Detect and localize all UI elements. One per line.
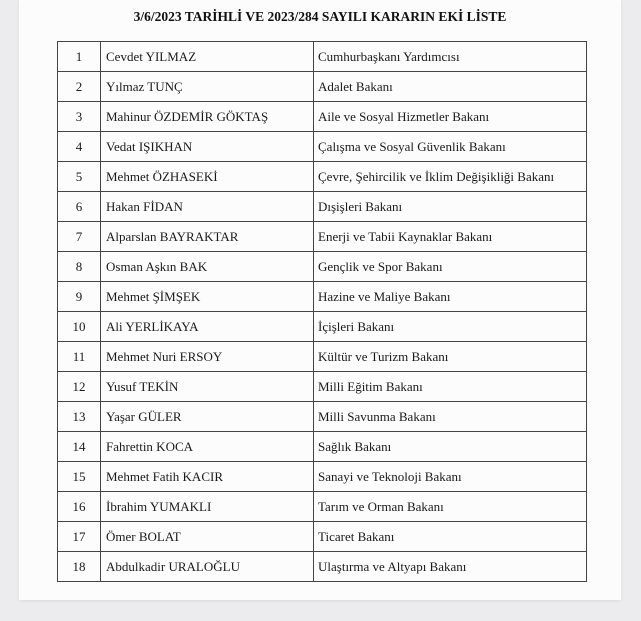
minister-name: Ömer BOLAT bbox=[101, 522, 314, 552]
table-row bbox=[58, 312, 587, 342]
minister-name: Vedat IŞIKHAN bbox=[101, 132, 314, 162]
minister-name: Mehmet ŞİMŞEK bbox=[101, 282, 314, 312]
table-row bbox=[58, 552, 587, 582]
minister-name: Yılmaz TUNÇ bbox=[101, 72, 314, 102]
table-row bbox=[58, 192, 587, 222]
row-number: 3 bbox=[58, 102, 101, 132]
row-number: 4 bbox=[58, 132, 101, 162]
minister-name: Ali YERLİKAYA bbox=[101, 312, 314, 342]
row-number: 15 bbox=[58, 462, 101, 492]
minister-name: Abdulkadir URALOĞLU bbox=[101, 552, 314, 582]
minister-position: Hazine ve Maliye Bakanı bbox=[314, 282, 587, 312]
table-body bbox=[58, 42, 587, 582]
minister-position: Ulaştırma ve Altyapı Bakanı bbox=[314, 552, 587, 582]
minister-position: Adalet Bakanı bbox=[314, 72, 587, 102]
minister-position: Sağlık Bakanı bbox=[314, 432, 587, 462]
row-number: 16 bbox=[58, 492, 101, 522]
row-number: 18 bbox=[58, 552, 101, 582]
table-row bbox=[58, 342, 587, 372]
row-number: 12 bbox=[58, 372, 101, 402]
minister-name: Fahrettin KOCA bbox=[101, 432, 314, 462]
minister-name: Mahinur ÖZDEMİR GÖKTAŞ bbox=[101, 102, 314, 132]
table-row bbox=[58, 222, 587, 252]
table-row bbox=[58, 402, 587, 432]
minister-name: Yaşar GÜLER bbox=[101, 402, 314, 432]
row-number: 11 bbox=[58, 342, 101, 372]
minister-name: Mehmet Fatih KACIR bbox=[101, 462, 314, 492]
minister-position: Cumhurbaşkanı Yardımcısı bbox=[314, 42, 587, 72]
minister-name: Mehmet ÖZHASEKİ bbox=[101, 162, 314, 192]
minister-name: Yusuf TEKİN bbox=[101, 372, 314, 402]
minister-position: Milli Eğitim Bakanı bbox=[314, 372, 587, 402]
row-number: 17 bbox=[58, 522, 101, 552]
minister-position: İçişleri Bakanı bbox=[314, 312, 587, 342]
table-row bbox=[58, 492, 587, 522]
row-number: 10 bbox=[58, 312, 101, 342]
minister-name: Cevdet YILMAZ bbox=[101, 42, 314, 72]
minister-position: Sanayi ve Teknoloji Bakanı bbox=[314, 462, 587, 492]
minister-position: Kültür ve Turizm Bakanı bbox=[314, 342, 587, 372]
table-row bbox=[58, 522, 587, 552]
minister-name: Alparslan BAYRAKTAR bbox=[101, 222, 314, 252]
minister-name: İbrahim YUMAKLI bbox=[101, 492, 314, 522]
table-row bbox=[58, 42, 587, 72]
minister-position: Gençlik ve Spor Bakanı bbox=[314, 252, 587, 282]
minister-position: Ticaret Bakanı bbox=[314, 522, 587, 552]
minister-position: Tarım ve Orman Bakanı bbox=[314, 492, 587, 522]
row-number: 2 bbox=[58, 72, 101, 102]
minister-name: Osman Aşkın BAK bbox=[101, 252, 314, 282]
document-page bbox=[19, 0, 621, 600]
table-row bbox=[58, 462, 587, 492]
minister-position: Çevre, Şehircilik ve İklim Değişikliği Bakanı bbox=[314, 162, 587, 192]
row-number: 5 bbox=[58, 162, 101, 192]
minister-position: Aile ve Sosyal Hizmetler Bakanı bbox=[314, 102, 587, 132]
row-number: 8 bbox=[58, 252, 101, 282]
row-number: 6 bbox=[58, 192, 101, 222]
table-row bbox=[58, 102, 587, 132]
minister-position: Milli Savunma Bakanı bbox=[314, 402, 587, 432]
table-row bbox=[58, 252, 587, 282]
row-number: 7 bbox=[58, 222, 101, 252]
minister-list-table bbox=[57, 41, 587, 582]
row-number: 1 bbox=[58, 42, 101, 72]
row-number: 9 bbox=[58, 282, 101, 312]
minister-name: Mehmet Nuri ERSOY bbox=[101, 342, 314, 372]
table-row bbox=[58, 162, 587, 192]
document-title: 3/6/2023 TARİHLİ VE 2023/284 SAYILI KARARIN EKİ LİSTE bbox=[133, 9, 507, 24]
minister-position: Enerji ve Tabii Kaynaklar Bakanı bbox=[314, 222, 587, 252]
table-row bbox=[58, 132, 587, 162]
row-number: 14 bbox=[58, 432, 101, 462]
table-row bbox=[58, 72, 587, 102]
minister-name: Hakan FİDAN bbox=[101, 192, 314, 222]
table-row bbox=[58, 282, 587, 312]
row-number: 13 bbox=[58, 402, 101, 432]
minister-position: Dışişleri Bakanı bbox=[314, 192, 587, 222]
table-row bbox=[58, 432, 587, 462]
table-row bbox=[58, 372, 587, 402]
minister-position: Çalışma ve Sosyal Güvenlik Bakanı bbox=[314, 132, 587, 162]
